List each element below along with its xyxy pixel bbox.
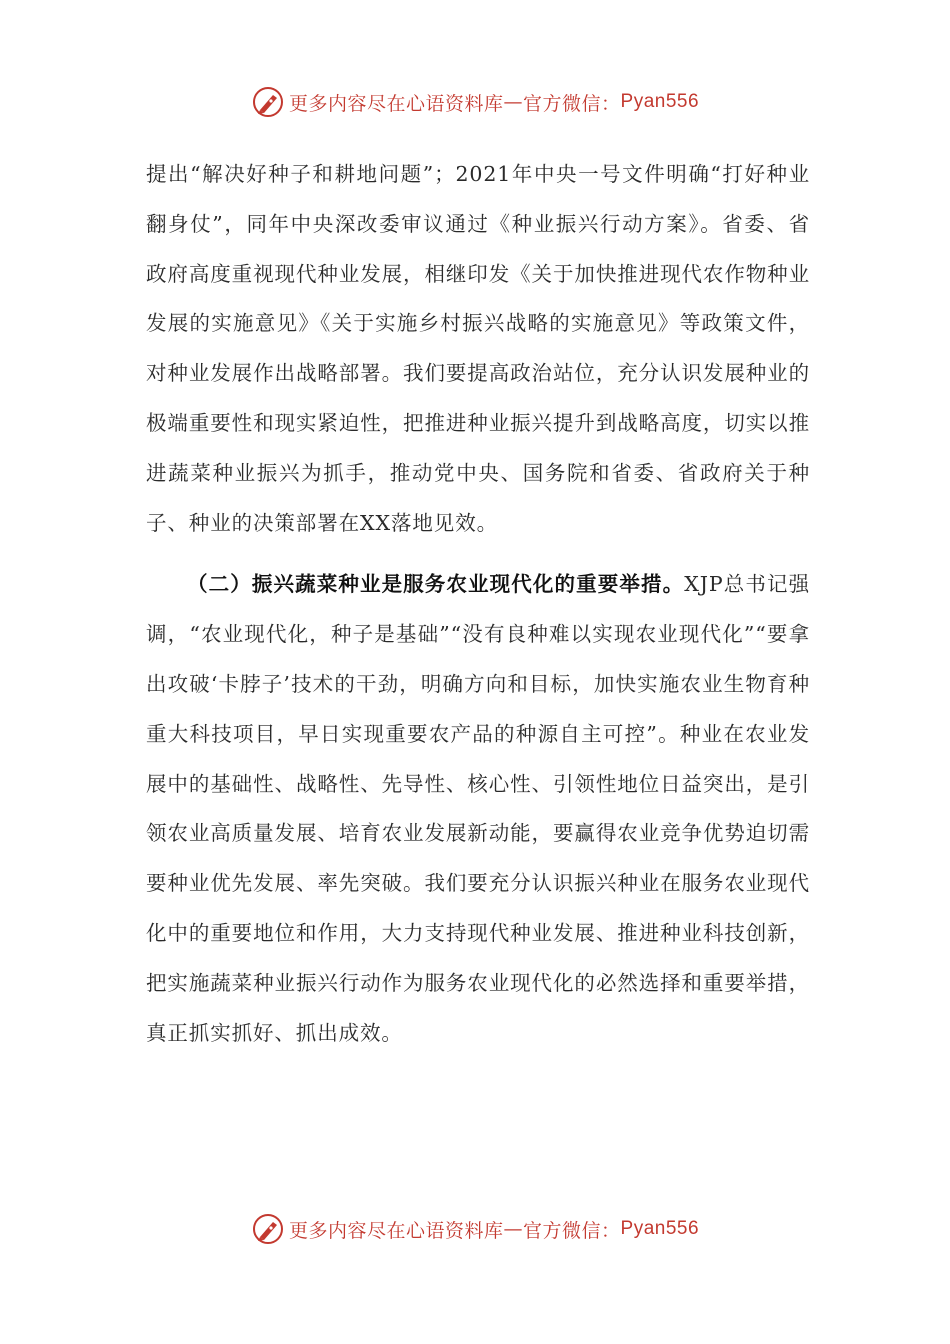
footer-wechat-label: 官方微信： [523, 1219, 621, 1242]
banner-prefix: 更多内容尽在 [288, 92, 406, 115]
footer-prefix: 更多内容尽在 [288, 1219, 406, 1242]
section-heading-2: （二）振兴蔬菜种业是服务农业现代化的重要举措。 [187, 572, 685, 597]
banner-wechat-id: Pyan556 [620, 91, 700, 112]
paragraph-2-text: XJP总书记强调，“农业现代化，种子是基础”“没有良种难以实现农业现代化”“要拿出攻破‘卡脖子’技术的干劲，明确方向和目标，加快实施农业生物育种重大科技项目，早日实现重要农产品的种源自主可控”。种业在农业发展中的基础性、战略性、先导性、核心性、引领性地位日益突出，是引领农业高质量发展、培育农业发展新动能，要赢得农业竞争优势迫切需要种业优先发展、率先突破。我们要充分认识振兴种业在服务农业现代化中的重要地位和作用，大力支持现代种业发展、推进种业科技创新，把实施蔬菜种业振兴行动作为服务农业现代化的必然选择和重要举措，真正抓实抓好、抓出成效。 [146, 572, 810, 1045]
banner-brand: 心语资料库 [405, 92, 504, 115]
paragraph-2 [146, 560, 810, 1058]
footer-brand: 心语资料库 [405, 1219, 504, 1242]
document-body [146, 150, 810, 1058]
pen-nib-logo-icon [251, 85, 285, 119]
header-banner [0, 85, 950, 119]
paragraph-1 [146, 150, 810, 548]
footer-wechat-id: Pyan556 [620, 1218, 700, 1239]
banner-separator: — [503, 91, 523, 113]
banner-wechat-label: 官方微信： [523, 92, 621, 115]
pen-nib-logo-icon [251, 1212, 285, 1246]
paragraph-1-text: 提出“解决好种子和耕地问题”；2021年中央一号文件明确“打好种业翻身仗”，同年中央深改委审议通过《种业振兴行动方案》。省委、省政府高度重视现代种业发展，相继印发《关于加快推进现代农作物种业发展的实施意见》《关于实施乡村振兴战略的实施意见》等政策文件，对种业发展作出战略部署。我们要提高政治站位，充分认识发展种业的极端重要性和现实紧迫性，把推进种业振兴提升到战略高度，切实以推进蔬菜种业振兴为抓手，推动党中央、国务院和省委、省政府关于种子、种业的决策部署在XX落地见效。 [146, 162, 810, 535]
footer-separator: — [503, 1218, 523, 1240]
footer-banner [0, 1212, 950, 1246]
